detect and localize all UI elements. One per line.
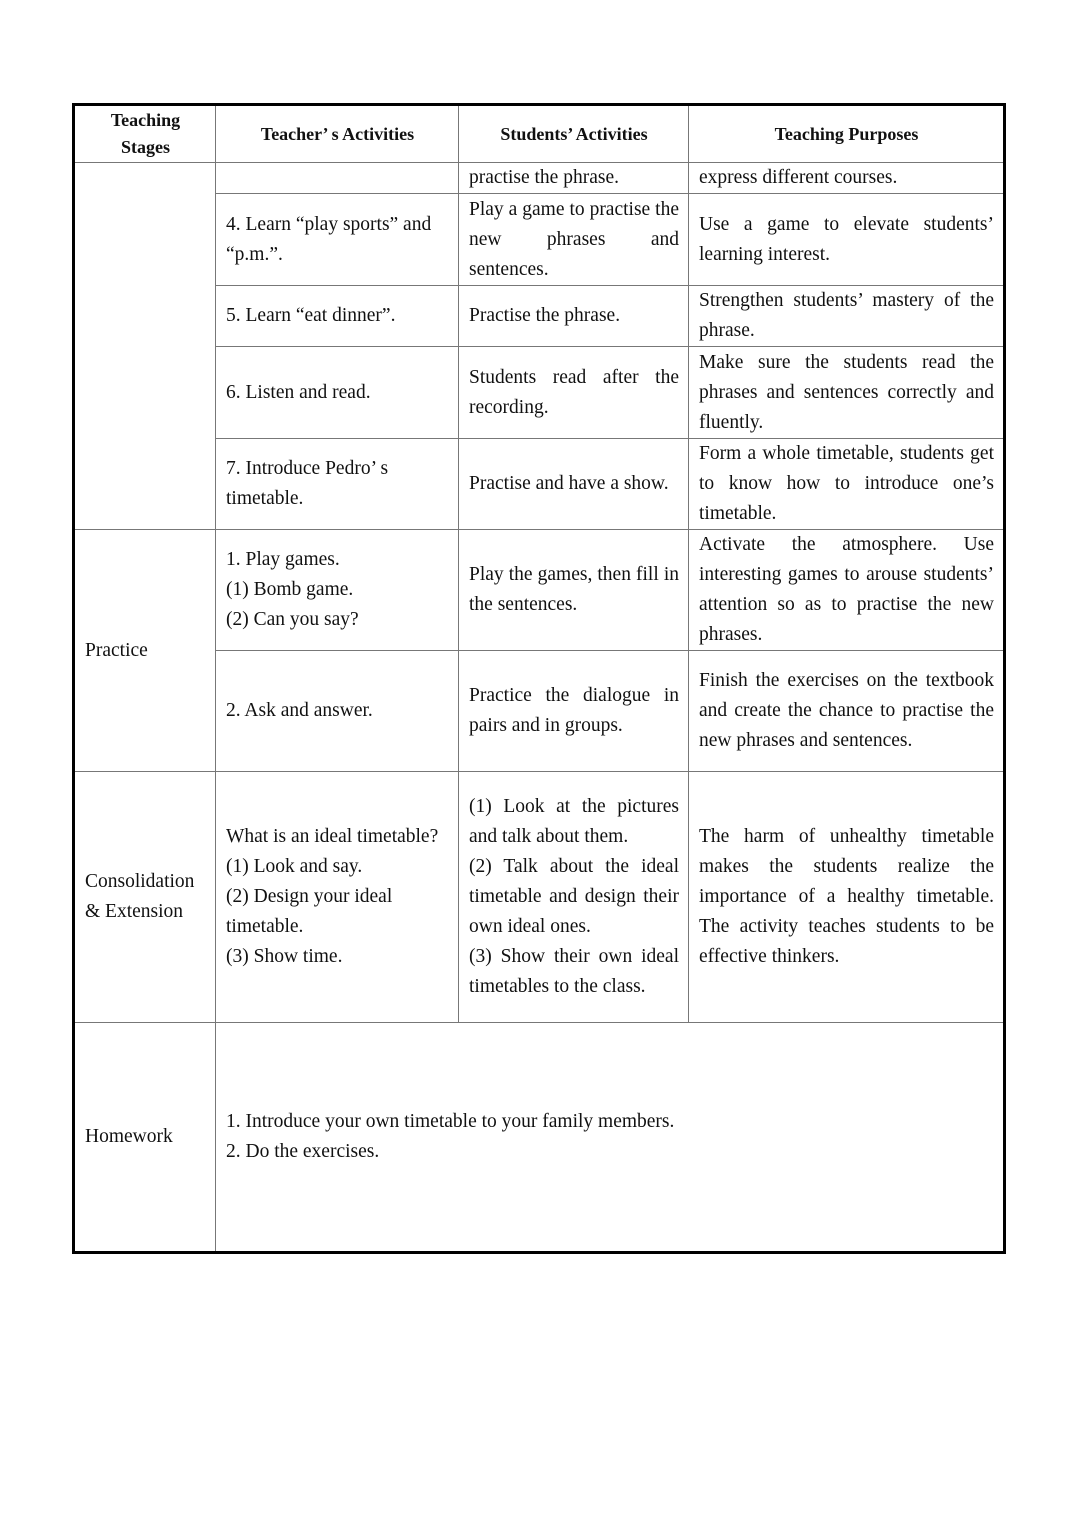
students-cell: Practice the dialogue in pairs and in groups. xyxy=(459,651,689,772)
table-row xyxy=(74,1023,1005,1253)
students-cell: Play a game to practise the new phrases and sentences. xyxy=(459,194,689,286)
homework-cell xyxy=(216,1023,1005,1253)
students-cell: Practise the phrase. xyxy=(459,286,689,347)
stage-cell-practice: Practice xyxy=(74,530,216,772)
purpose-cell: The harm of unhealthy timetable makes the students realize the importance of a healthy timetable. The activity teaches students to be effective thinkers. xyxy=(689,772,1005,1023)
table-row xyxy=(74,772,1005,1023)
header-stages: Teaching Stages xyxy=(74,105,216,163)
teacher-cell xyxy=(216,651,459,772)
teacher-line: (1) Look and say. xyxy=(226,856,363,877)
teacher-cell xyxy=(216,163,459,194)
students-cell: Students read after the recording. xyxy=(459,347,689,439)
teacher-cell xyxy=(216,772,459,1023)
homework-item: 1. Introduce your own timetable to your family members. xyxy=(226,1111,675,1132)
purpose-cell: Form a whole timetable, students get to know how to introduce one’s timetable. xyxy=(689,439,1005,530)
teacher-line: What is an ideal timetable? xyxy=(226,826,439,847)
students-cell: Play the games, then fill in the sentences. xyxy=(459,530,689,651)
purpose-cell: Activate the atmosphere. Use interesting games to arouse students’ attention so as to practise the new phrases. xyxy=(689,530,1005,651)
purpose-cell: express different courses. xyxy=(689,163,1005,194)
students-line: (1) Look at the pictures and talk about them. xyxy=(469,796,679,847)
homework-item: 2. Do the exercises. xyxy=(226,1141,380,1162)
lesson-plan-table xyxy=(72,103,1006,1254)
teacher-cell: 7. Introduce Pedro’ s timetable. xyxy=(216,439,459,530)
header-purposes: Teaching Purposes xyxy=(689,105,1005,163)
students-cell: Practise and have a show. xyxy=(459,439,689,530)
teacher-cell: 6. Listen and read. xyxy=(216,347,459,439)
stage-cell-homework: Homework xyxy=(74,1023,216,1253)
teacher-line: (2) Design your ideal timetable. xyxy=(226,886,393,937)
stage-cell-empty xyxy=(74,163,216,530)
table-row xyxy=(74,163,1005,194)
students-cell xyxy=(459,772,689,1023)
stage-cell-consolidation: Consolidation & Extension xyxy=(74,772,216,1023)
purpose-cell: Use a game to elevate students’ learning interest. xyxy=(689,194,1005,286)
purpose-cell: Finish the exercises on the textbook and create the chance to practise the new phrases and sentences. xyxy=(689,651,1005,772)
header-row xyxy=(74,105,1005,163)
teacher-line: (3) Show time. xyxy=(226,946,343,967)
teacher-line: (2) Can you say? xyxy=(226,609,359,630)
teacher-line: 2. Ask and answer. xyxy=(226,700,373,721)
teacher-line: 1. Play games. xyxy=(226,549,340,570)
teacher-line: (1) Bomb game. xyxy=(226,579,354,600)
teacher-cell: 4. Learn “play sports” and “p.m.”. xyxy=(216,194,459,286)
students-line: (2) Talk about the ideal timetable and design their own ideal ones. xyxy=(469,856,679,937)
header-teacher: Teacher’ s Activities xyxy=(216,105,459,163)
teacher-cell xyxy=(216,530,459,651)
students-cell: practise the phrase. xyxy=(459,163,689,194)
header-students: Students’ Activities xyxy=(459,105,689,163)
purpose-cell: Make sure the students read the phrases and sentences correctly and fluently. xyxy=(689,347,1005,439)
purpose-cell: Strengthen students’ mastery of the phrase. xyxy=(689,286,1005,347)
table-row xyxy=(74,530,1005,651)
students-line: (3) Show their own ideal timetables to the class. xyxy=(469,946,679,997)
teacher-cell: 5. Learn “eat dinner”. xyxy=(216,286,459,347)
